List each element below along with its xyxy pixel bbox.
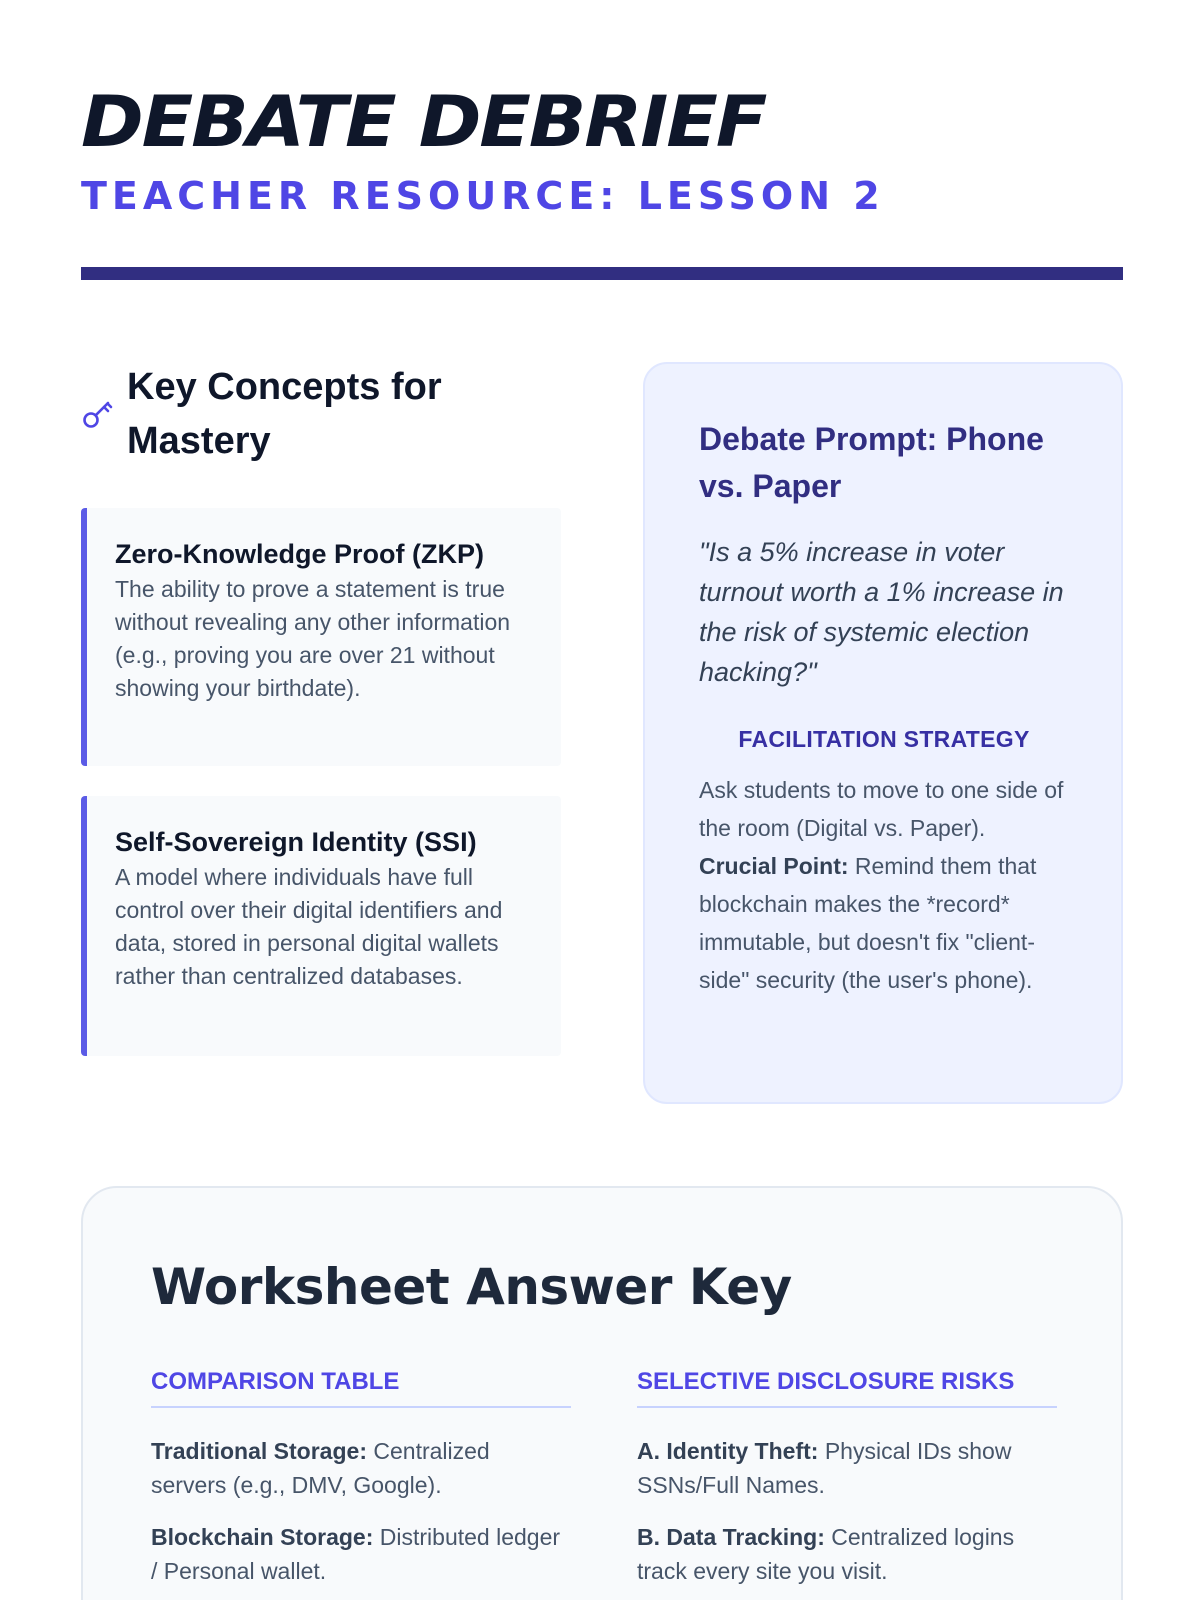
debate-prompt-quote: "Is a 5% increase in voter turnout worth a 1% increase in the risk of systemic election hacking?" — [699, 537, 1064, 687]
answer-item — [637, 1434, 1057, 1502]
answer-item — [151, 1434, 571, 1502]
answer-label: Traditional Storage: — [151, 1438, 367, 1464]
answer-label: Blockchain Storage: — [151, 1524, 374, 1550]
column-heading: COMPARISON TABLE — [151, 1368, 571, 1408]
column-heading: SELECTIVE DISCLOSURE RISKS — [637, 1368, 1057, 1408]
comparison-table-column — [151, 1368, 571, 1588]
answer-label: A. Identity Theft: — [637, 1438, 819, 1464]
page-title: DEBATE DEBRIEF — [81, 81, 766, 163]
key-concepts-section — [81, 360, 561, 989]
answer-label: B. Data Tracking: — [637, 1524, 825, 1550]
facilitation-text-part: Remind them that blockchain makes the *record* immutable, but doesn't fix "client-side" security (the user's phone). — [699, 853, 1037, 993]
concept-name: Self-Sovereign Identity (SSI) — [115, 827, 477, 857]
answer-item — [151, 1520, 571, 1588]
page-subtitle: TEACHER RESOURCE: LESSON 2 — [81, 174, 885, 218]
key-concepts-title: Key Concepts for Mastery — [127, 366, 442, 462]
debate-prompt-box — [643, 362, 1123, 1104]
header-divider — [81, 267, 1123, 280]
concept-card-zkp — [81, 508, 561, 766]
answer-item — [637, 1520, 1057, 1588]
key-icon — [81, 398, 115, 432]
concept-description: The ability to prove a statement is true without revealing any other information (e.g., proving you are over 21 without showing your birthdate). — [115, 576, 511, 701]
key-concepts-heading — [81, 360, 561, 468]
answer-key-title: Worksheet Answer Key — [151, 1258, 792, 1316]
facilitation-text — [699, 771, 1069, 999]
disclosure-risks-column — [637, 1368, 1057, 1588]
concept-description: A model where individuals have full control over their digital identifiers and data, stored in personal digital wallets rather than centralized databases. — [115, 864, 503, 989]
facilitation-heading: FACILITATION STRATEGY — [738, 726, 1030, 752]
concept-card-ssi — [81, 796, 561, 1056]
crucial-point-label: Crucial Point: — [699, 853, 849, 879]
answer-key-card — [81, 1186, 1123, 1600]
answer-text: Centralized servers (e.g., DMV, Google). — [151, 1438, 490, 1498]
answer-text: Centralized logins track every site you visit. — [637, 1524, 1015, 1584]
facilitation-text-part: Ask students to move to one side of the room (Digital vs. Paper). — [699, 777, 1064, 841]
debate-prompt-title: Debate Prompt: Phone vs. Paper — [699, 421, 1044, 504]
answer-text: Physical IDs show SSNs/Full Names. — [637, 1438, 1012, 1498]
page-header — [81, 81, 1123, 218]
answer-text: Distributed ledger / Personal wallet. — [151, 1524, 561, 1584]
concept-name: Zero-Knowledge Proof (ZKP) — [115, 539, 484, 569]
